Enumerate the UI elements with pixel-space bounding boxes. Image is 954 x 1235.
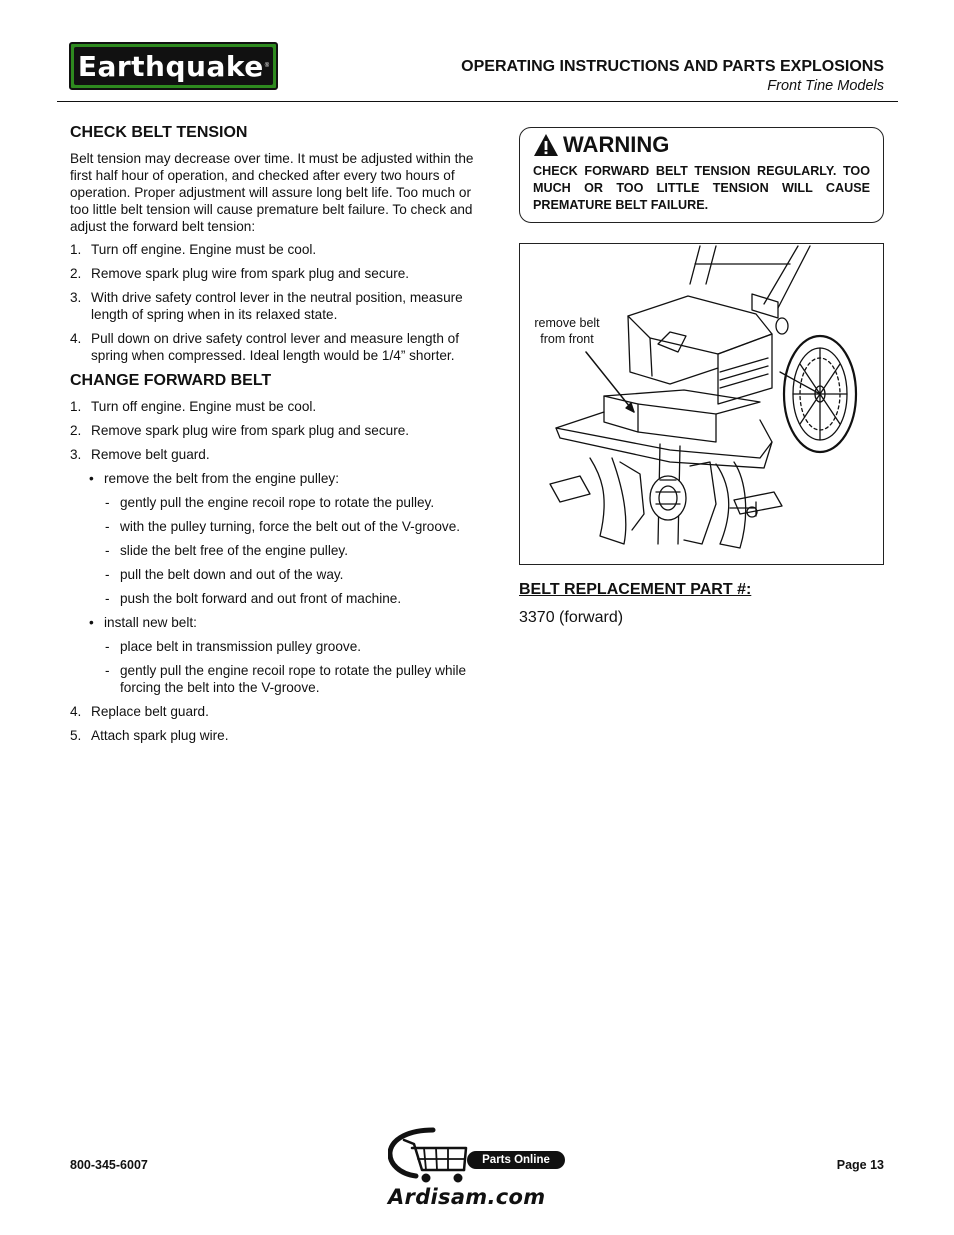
document-title: OPERATING INSTRUCTIONS AND PARTS EXPLOSIONS — [461, 58, 884, 75]
logo-text: Earthquake — [77, 49, 264, 83]
header-divider — [57, 101, 898, 102]
bullet-item: • install new belt: — [89, 615, 197, 630]
footer-phone: 800-345-6007 — [70, 1158, 148, 1172]
change-belt-heading: CHANGE FORWARD BELT — [70, 372, 272, 389]
document-subtitle: Front Tine Models — [767, 78, 884, 94]
list-item: 1. Turn off engine. Engine must be cool. — [70, 242, 317, 257]
warning-header — [533, 132, 669, 158]
warning-triangle-icon — [533, 133, 559, 157]
figure-callout-label: remove belt from front — [534, 316, 600, 346]
dash-item: - place belt in transmission pulley groove. — [105, 639, 362, 654]
earthquake-logo — [69, 42, 278, 90]
dash-item: - gently pull the engine recoil rope to rotate the pulley. — [105, 495, 435, 510]
warning-text: CHECK FORWARD BELT TENSION REGULARLY. TOO MUCH OR TOO LITTLE TENSION WILL CAUSE PREMATURE BELT FAILURE. — [533, 164, 870, 212]
part-number-heading: BELT REPLACEMENT PART #: — [519, 581, 752, 598]
list-item: 4. Pull down on drive safety control lever and measure length of spring when compressed. Ideal length would be 1/4” shorter. — [70, 331, 459, 363]
list-item: 3. Remove belt guard. — [70, 447, 210, 462]
dash-item: - push the bolt forward and out front of machine. — [105, 591, 402, 606]
ardisam-website: Ardisam.com — [388, 1185, 546, 1209]
check-belt-steps — [70, 241, 482, 371]
check-belt-heading: CHECK BELT TENSION — [70, 124, 248, 141]
tiller-illustration — [520, 244, 882, 563]
dash-item: - with the pulley turning, force the belt out of the V-groove. — [105, 519, 461, 534]
list-item: 5. Attach spark plug wire. — [70, 728, 229, 743]
list-item: 4. Replace belt guard. — [70, 704, 209, 719]
belt-removal-figure — [519, 243, 884, 565]
dash-item: - pull the belt down and out of the way. — [105, 567, 344, 582]
parts-online-badge: Parts Online — [467, 1151, 565, 1169]
change-belt-steps — [70, 398, 482, 751]
bullet-item: • remove the belt from the engine pulley: — [89, 471, 340, 486]
part-number-value: 3370 (forward) — [519, 609, 624, 626]
list-item: 1. Turn off engine. Engine must be cool. — [70, 399, 317, 414]
dash-item: - gently pull the engine recoil rope to rotate the pulley while forcing the belt into the V-groove. — [105, 663, 467, 695]
dash-item: - slide the belt free of the engine pulley. — [105, 543, 348, 558]
list-item: 3. With drive safety control lever in the neutral position, measure length of spring when in its relaxed state. — [70, 290, 463, 322]
list-item: 2. Remove spark plug wire from spark plug and secure. — [70, 266, 410, 281]
check-belt-intro: Belt tension may decrease over time. It must be adjusted within the first half hour of operation, and checked after every two hours of operation. Proper adjustment will assure long belt life. Too much or too little belt tension will cause premature belt failure. To check and adjust the forward belt tension: — [70, 151, 474, 234]
warning-title: WARNING — [563, 132, 670, 157]
list-item: 2. Remove spark plug wire from spark plug and secure. — [70, 423, 410, 438]
footer-page-number: Page 13 — [836, 1158, 884, 1172]
logo-registered-mark: ® — [264, 63, 270, 69]
